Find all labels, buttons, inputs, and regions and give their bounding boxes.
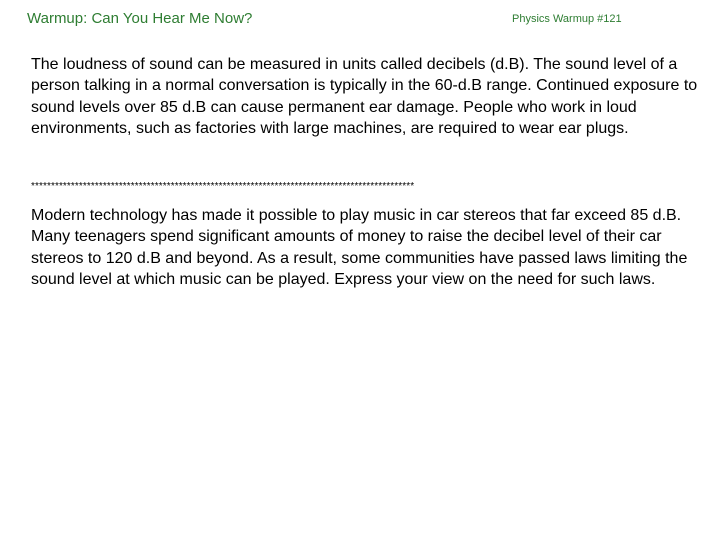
slide-title: Warmup: Can You Hear Me Now? [27,10,253,27]
intro-paragraph: The loudness of sound can be measured in units called decibels (d.B). The sound level of a person talking in a normal conversation is typically in the 60-d.B range. Continued exposure to sound levels over 85 d.B can cause permanent ear damage. People who work in loud environments, such as factories with large machines, are required to wear ear plugs. [31,56,698,138]
prompt-paragraph: Modern technology has made it possible to play music in car stereos that far exceed 85 d.B. Many teenagers spend significant amounts of money to raise the decibel level of their car stereos to 120 d.B and beyond. As a result, some communities have passed laws limiting the sound level at which music can be played. Express your view on the need for such laws. [31,207,688,289]
asterisk-separator: ************************************************************************************************ [31,181,415,192]
warmup-number-label: Physics Warmup #121 [512,13,622,25]
